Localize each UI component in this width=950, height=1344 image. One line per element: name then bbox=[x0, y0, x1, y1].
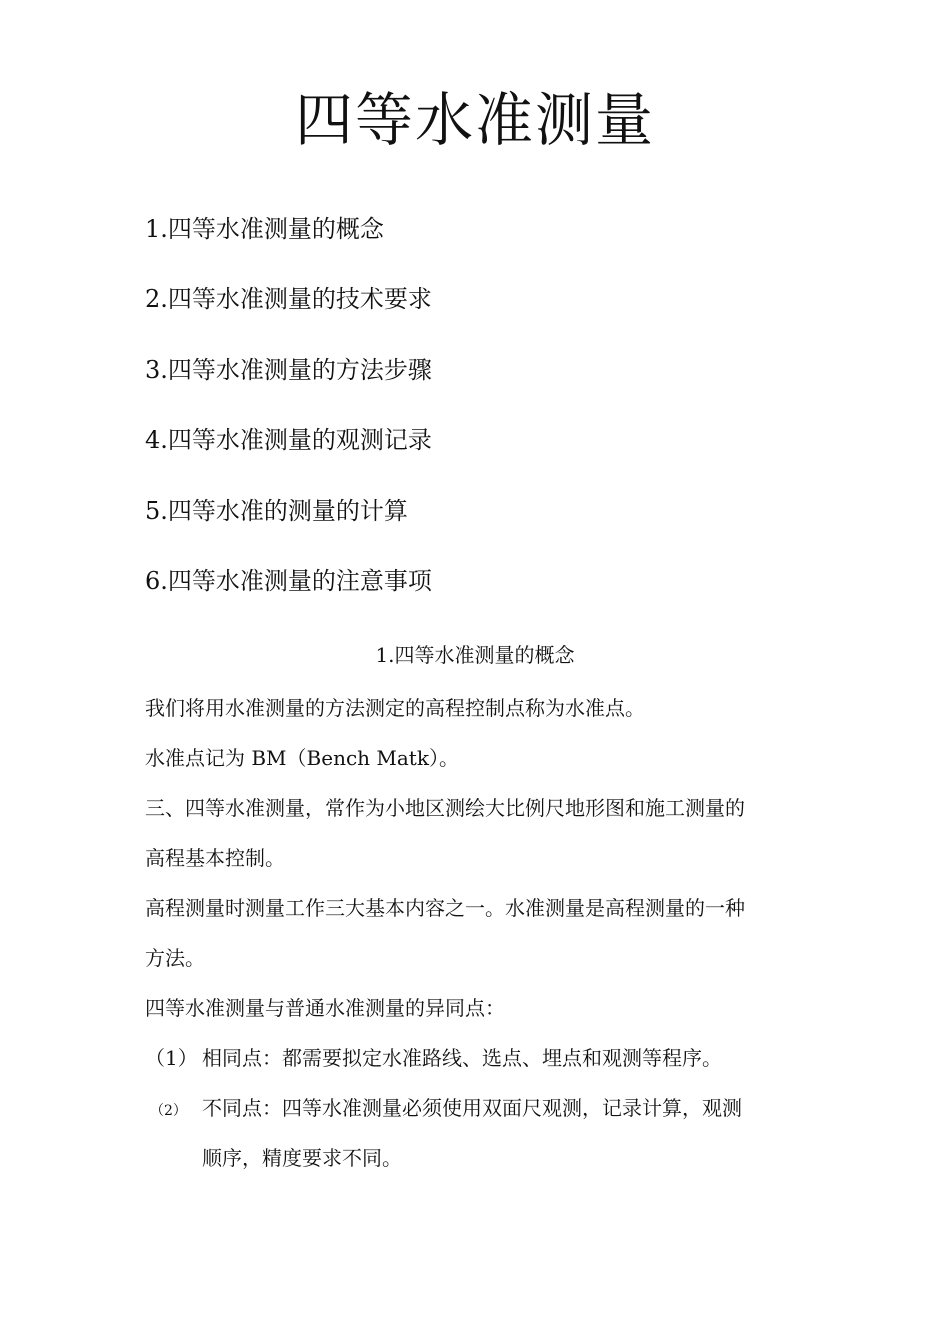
paragraph-line: 三、四等水准测量，常作为小地区测绘大比例尺地形图和施工测量的 bbox=[145, 796, 745, 820]
paragraph-line: 方法。 bbox=[145, 946, 205, 970]
toc-item: 6.四等水准测量的注意事项 bbox=[145, 567, 432, 595]
paragraph-line: 高程基本控制。 bbox=[145, 846, 285, 870]
toc-item: 5.四等水准的测量的计算 bbox=[145, 497, 408, 525]
list-item-number: （1） bbox=[145, 1046, 198, 1070]
paragraph-line: 我们将用水准测量的方法测定的高程控制点称为水准点。 bbox=[145, 696, 645, 720]
toc-item: 1.四等水准测量的概念 bbox=[145, 215, 384, 243]
toc-item: 4.四等水准测量的观测记录 bbox=[145, 426, 432, 454]
section-heading: 1.四等水准测量的概念 bbox=[375, 643, 575, 667]
toc-item: 3.四等水准测量的方法步骤 bbox=[145, 356, 432, 384]
list-item-text: 顺序，精度要求不同。 bbox=[202, 1146, 402, 1170]
paragraph-line: 水准点记为 BM（Bench Matk）。 bbox=[145, 746, 459, 770]
paragraph-line: 四等水准测量与普通水准测量的异同点： bbox=[145, 996, 505, 1020]
list-item-number: （2） bbox=[150, 1103, 187, 1119]
document-title: 四等水准测量 bbox=[294, 86, 655, 154]
toc-item: 2.四等水准测量的技术要求 bbox=[145, 285, 432, 313]
paragraph-line: 高程测量时测量工作三大基本内容之一。水准测量是高程测量的一种 bbox=[145, 896, 745, 920]
list-item-text: 不同点：四等水准测量必须使用双面尺观测，记录计算，观测 bbox=[202, 1096, 742, 1120]
list-item-text: 相同点：都需要拟定水准路线、选点、埋点和观测等程序。 bbox=[202, 1046, 722, 1070]
